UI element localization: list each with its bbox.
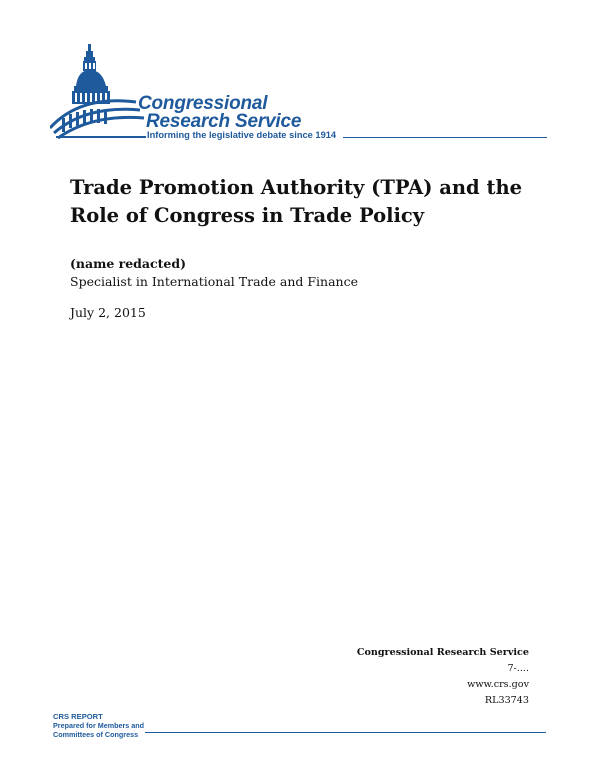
author-role: Specialist in International Trade and Finance (70, 274, 358, 289)
author-name: (name redacted) (70, 256, 187, 271)
footer-label-line1: CRS REPORT (53, 712, 103, 721)
report-number: RL33743 (484, 695, 529, 706)
footer-crs-report-label (53, 712, 144, 739)
logo-tagline: Informing the legislative debate since 1914 (147, 130, 337, 140)
logo-divider (343, 137, 547, 138)
footer-label-line2: Prepared for Members and (53, 721, 145, 730)
contact-organization: Congressional Research Service (356, 647, 529, 658)
footer-divider (145, 732, 546, 733)
logo-title-line2: Research Service (146, 111, 302, 132)
contact-block (357, 645, 529, 709)
logo-title-line1: Congressional (138, 93, 268, 114)
contact-website[interactable]: www.crs.gov (467, 679, 529, 690)
report-date: July 2, 2015 (70, 305, 146, 320)
report-title: Trade Promotion Authority (TPA) and the Role of Congress in Trade Policy (70, 176, 523, 227)
contact-phone: 7-.... (507, 663, 529, 674)
footer-label-line3: Committees of Congress (53, 730, 139, 739)
capitol-dome-icon (50, 40, 150, 145)
crs-logo (50, 40, 550, 145)
